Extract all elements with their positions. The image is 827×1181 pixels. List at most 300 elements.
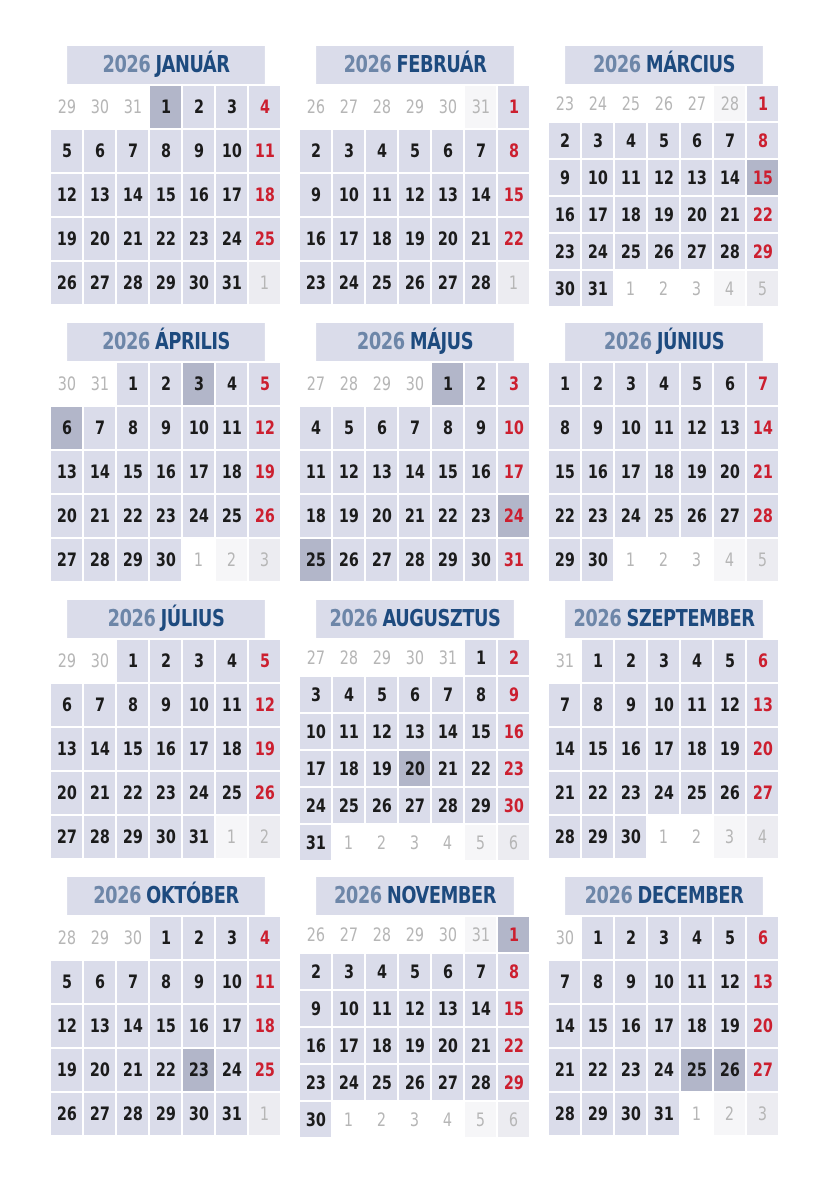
day-cell: 7	[84, 407, 115, 449]
day-cell: 20	[366, 495, 397, 537]
day-cell: 25	[249, 1049, 280, 1091]
day-cell: 6	[399, 677, 430, 712]
other-month-day: 2	[681, 816, 712, 858]
day-cell: 24	[615, 495, 646, 537]
day-cell: 26	[399, 1065, 430, 1100]
day-cell: 18	[681, 1005, 712, 1047]
day-cell: 12	[366, 714, 397, 749]
day-cell: 17	[648, 1005, 679, 1047]
day-cell: 14	[399, 451, 430, 493]
other-month-day: 28	[714, 86, 745, 121]
day-cell: 1	[549, 363, 580, 405]
day-cell: 23	[183, 218, 214, 260]
day-cell: 5	[249, 640, 280, 682]
day-cell: 12	[681, 407, 712, 449]
day-cell: 12	[648, 160, 679, 195]
day-cell: 10	[216, 961, 247, 1003]
other-month-day: 31	[549, 640, 580, 682]
day-cell: 15	[498, 991, 529, 1026]
other-month-day: 5	[465, 1102, 496, 1137]
day-cell: 22	[117, 495, 148, 537]
day-cell: 25	[366, 1065, 397, 1100]
day-cell: 17	[582, 197, 613, 232]
day-cell: 16	[582, 451, 613, 493]
day-cell: 10	[183, 407, 214, 449]
day-cell: 13	[51, 451, 82, 493]
day-cell: 13	[51, 728, 82, 770]
month-12	[549, 877, 779, 1135]
day-cell: 8	[582, 684, 613, 726]
day-cell: 28	[432, 788, 463, 823]
month-name: AUGUSZTUS	[382, 606, 501, 632]
day-cell: 18	[216, 728, 247, 770]
month-year: 2026	[102, 329, 150, 355]
day-cell: 30	[465, 539, 496, 581]
month-8	[300, 600, 530, 860]
day-cell: 15	[582, 1005, 613, 1047]
day-cell: 6	[714, 363, 745, 405]
day-cell: 19	[648, 197, 679, 232]
day-cell: 5	[51, 961, 82, 1003]
day-cell: 31	[183, 816, 214, 858]
day-grid	[549, 86, 779, 306]
day-cell: 17	[216, 1005, 247, 1047]
day-cell: 9	[150, 684, 181, 726]
month-name: NOVEMBER	[386, 883, 497, 909]
day-cell: 23	[150, 772, 181, 814]
month-year: 2026	[356, 329, 405, 355]
day-cell: 12	[714, 961, 745, 1003]
day-cell: 31	[582, 271, 613, 306]
other-month-day: 28	[333, 640, 364, 675]
day-cell: 11	[648, 407, 679, 449]
other-month-day: 5	[465, 825, 496, 860]
day-cell: 13	[84, 1005, 115, 1047]
day-cell: 9	[300, 991, 331, 1026]
other-month-day: 29	[366, 640, 397, 675]
day-cell: 29	[432, 539, 463, 581]
other-month-day: 3	[399, 825, 430, 860]
day-cell: 12	[399, 174, 430, 216]
other-month-day: 1	[648, 816, 679, 858]
day-cell: 30	[183, 1093, 214, 1135]
day-cell: 5	[333, 407, 364, 449]
day-cell: 14	[84, 728, 115, 770]
day-cell: 25	[615, 234, 646, 269]
day-cell: 25	[366, 262, 397, 304]
day-cell: 22	[150, 218, 181, 260]
day-cell: 3	[300, 677, 331, 712]
day-cell: 17	[333, 1028, 364, 1063]
other-month-day: 2	[714, 1093, 745, 1135]
day-cell: 13	[399, 714, 430, 749]
day-cell: 2	[465, 363, 496, 405]
other-month-day: 27	[333, 917, 364, 952]
day-cell: 28	[549, 816, 580, 858]
day-cell: 10	[183, 684, 214, 726]
day-cell: 21	[117, 218, 148, 260]
month-year: 2026	[107, 606, 156, 632]
day-cell: 4	[366, 130, 397, 172]
day-cell: 28	[117, 1093, 148, 1135]
other-month-day: 4	[747, 816, 778, 858]
day-cell: 15	[498, 174, 529, 216]
day-cell: 29	[498, 1065, 529, 1100]
day-cell: 28	[84, 816, 115, 858]
day-cell: 8	[432, 407, 463, 449]
day-cell: 5	[51, 130, 82, 172]
day-cell: 12	[333, 451, 364, 493]
day-cell: 16	[150, 728, 181, 770]
day-cell: 5	[249, 363, 280, 405]
day-cell: 23	[615, 772, 646, 814]
day-cell: 22	[432, 495, 463, 537]
day-cell: 9	[300, 174, 331, 216]
other-month-day: 1	[333, 825, 364, 860]
day-cell: 4	[333, 677, 364, 712]
day-cell: 7	[399, 407, 430, 449]
day-cell: 23	[183, 1049, 214, 1091]
day-cell: 25	[648, 495, 679, 537]
other-month-day: 28	[51, 917, 82, 959]
other-month-day: 31	[117, 86, 148, 128]
month-year: 2026	[573, 606, 622, 632]
day-grid	[300, 363, 530, 581]
day-cell: 26	[648, 234, 679, 269]
day-grid	[51, 86, 281, 304]
day-cell: 24	[183, 495, 214, 537]
other-month-day: 5	[747, 271, 778, 306]
day-cell: 30	[498, 788, 529, 823]
other-month-day: 2	[648, 539, 679, 581]
month-name: SZEPTEMBER	[626, 606, 755, 632]
day-cell: 7	[549, 684, 580, 726]
day-cell: 18	[333, 751, 364, 786]
day-cell: 6	[51, 407, 82, 449]
day-cell: 11	[366, 991, 397, 1026]
day-cell: 30	[150, 539, 181, 581]
other-month-day: 26	[648, 86, 679, 121]
day-cell: 18	[300, 495, 331, 537]
day-cell: 21	[549, 772, 580, 814]
other-month-day: 2	[366, 1102, 397, 1137]
day-cell: 28	[465, 262, 496, 304]
day-cell: 17	[216, 174, 247, 216]
day-cell: 11	[249, 130, 280, 172]
other-month-day: 28	[366, 86, 397, 128]
month-year: 2026	[584, 883, 633, 909]
day-cell: 17	[333, 218, 364, 260]
day-cell: 1	[465, 640, 496, 675]
day-cell: 3	[216, 917, 247, 959]
day-cell: 3	[582, 123, 613, 158]
day-cell: 26	[51, 262, 82, 304]
day-cell: 21	[549, 1049, 580, 1091]
day-grid	[51, 363, 281, 581]
day-cell: 20	[714, 451, 745, 493]
other-month-day: 30	[549, 917, 580, 959]
day-cell: 24	[300, 788, 331, 823]
day-cell: 19	[714, 728, 745, 770]
day-cell: 20	[84, 218, 115, 260]
other-month-day: 26	[300, 86, 331, 128]
day-cell: 28	[399, 539, 430, 581]
day-cell: 12	[51, 174, 82, 216]
day-cell: 20	[399, 751, 430, 786]
day-cell: 7	[432, 677, 463, 712]
day-cell: 13	[84, 174, 115, 216]
other-month-day: 3	[714, 816, 745, 858]
day-cell: 16	[300, 1028, 331, 1063]
day-cell: 3	[183, 363, 214, 405]
day-cell: 5	[399, 954, 430, 989]
other-month-day: 3	[681, 539, 712, 581]
day-cell: 4	[366, 954, 397, 989]
day-cell: 2	[300, 130, 331, 172]
day-cell: 16	[498, 714, 529, 749]
day-cell: 28	[549, 1093, 580, 1135]
day-cell: 6	[747, 917, 778, 959]
day-cell: 21	[84, 772, 115, 814]
other-month-day: 3	[399, 1102, 430, 1137]
day-cell: 28	[747, 495, 778, 537]
day-cell: 5	[366, 677, 397, 712]
day-cell: 12	[714, 684, 745, 726]
day-cell: 8	[498, 954, 529, 989]
day-cell: 6	[51, 684, 82, 726]
day-cell: 27	[432, 262, 463, 304]
day-cell: 15	[117, 728, 148, 770]
day-cell: 8	[117, 407, 148, 449]
other-month-day: 1	[681, 1093, 712, 1135]
day-cell: 8	[582, 961, 613, 1003]
other-month-day: 30	[84, 640, 115, 682]
day-cell: 24	[216, 1049, 247, 1091]
day-cell: 24	[333, 1065, 364, 1100]
day-cell: 11	[249, 961, 280, 1003]
day-cell: 18	[681, 728, 712, 770]
day-cell: 7	[465, 130, 496, 172]
day-cell: 18	[216, 451, 247, 493]
other-month-day: 30	[399, 640, 430, 675]
other-month-day: 1	[216, 816, 247, 858]
day-cell: 17	[648, 728, 679, 770]
day-cell: 15	[465, 714, 496, 749]
day-cell: 2	[150, 363, 181, 405]
day-cell: 25	[216, 772, 247, 814]
day-cell: 1	[498, 917, 529, 952]
day-cell: 11	[216, 407, 247, 449]
day-grid	[300, 917, 530, 1137]
day-cell: 7	[117, 961, 148, 1003]
day-grid	[300, 86, 530, 304]
day-cell: 3	[333, 130, 364, 172]
other-month-day: 31	[465, 86, 496, 128]
day-cell: 29	[117, 816, 148, 858]
day-cell: 21	[465, 1028, 496, 1063]
other-month-day: 31	[432, 640, 463, 675]
day-cell: 3	[498, 363, 529, 405]
day-cell: 27	[84, 1093, 115, 1135]
day-cell: 23	[300, 1065, 331, 1100]
month-3	[549, 46, 779, 306]
day-cell: 28	[465, 1065, 496, 1100]
month-9	[549, 600, 779, 858]
day-cell: 13	[681, 160, 712, 195]
day-cell: 14	[549, 1005, 580, 1047]
day-cell: 16	[183, 1005, 214, 1047]
day-cell: 19	[51, 218, 82, 260]
month-4	[51, 323, 281, 581]
day-cell: 15	[582, 728, 613, 770]
day-cell: 10	[333, 174, 364, 216]
day-cell: 19	[714, 1005, 745, 1047]
day-cell: 7	[465, 954, 496, 989]
day-cell: 31	[216, 1093, 247, 1135]
month-header	[67, 323, 265, 361]
day-cell: 16	[615, 1005, 646, 1047]
day-cell: 10	[216, 130, 247, 172]
day-cell: 24	[333, 262, 364, 304]
other-month-day: 29	[399, 917, 430, 952]
other-month-day: 30	[432, 917, 463, 952]
day-cell: 17	[498, 451, 529, 493]
day-cell: 26	[249, 772, 280, 814]
day-cell: 20	[51, 772, 82, 814]
day-cell: 21	[465, 218, 496, 260]
day-cell: 22	[582, 1049, 613, 1091]
other-month-day: 29	[366, 363, 397, 405]
day-cell: 15	[747, 160, 778, 195]
day-cell: 6	[747, 640, 778, 682]
day-cell: 19	[366, 751, 397, 786]
month-year: 2026	[343, 52, 392, 78]
day-cell: 13	[366, 451, 397, 493]
other-month-day: 2	[216, 539, 247, 581]
day-cell: 3	[333, 954, 364, 989]
day-cell: 2	[300, 954, 331, 989]
other-month-day: 27	[681, 86, 712, 121]
day-cell: 10	[648, 684, 679, 726]
day-cell: 16	[615, 728, 646, 770]
day-cell: 15	[432, 451, 463, 493]
day-cell: 27	[714, 495, 745, 537]
day-cell: 29	[747, 234, 778, 269]
day-cell: 27	[399, 788, 430, 823]
day-cell: 14	[747, 407, 778, 449]
other-month-day: 27	[333, 86, 364, 128]
day-cell: 23	[300, 262, 331, 304]
day-cell: 9	[615, 684, 646, 726]
day-cell: 27	[84, 262, 115, 304]
day-cell: 1	[498, 86, 529, 128]
other-month-day: 30	[51, 363, 82, 405]
day-cell: 30	[300, 1102, 331, 1137]
day-cell: 27	[366, 539, 397, 581]
other-month-day: 6	[498, 1102, 529, 1137]
day-cell: 10	[333, 991, 364, 1026]
day-cell: 1	[747, 86, 778, 121]
day-cell: 7	[84, 684, 115, 726]
month-name: ÁPRILIS	[155, 329, 230, 355]
day-cell: 27	[51, 816, 82, 858]
other-month-day: 1	[249, 262, 280, 304]
month-header	[67, 46, 265, 84]
day-cell: 30	[150, 816, 181, 858]
day-cell: 13	[747, 684, 778, 726]
other-month-day: 31	[465, 917, 496, 952]
month-header	[67, 600, 265, 638]
month-5	[300, 323, 530, 581]
day-cell: 5	[714, 640, 745, 682]
day-cell: 15	[117, 451, 148, 493]
day-cell: 24	[183, 772, 214, 814]
day-cell: 27	[747, 1049, 778, 1091]
day-cell: 9	[549, 160, 580, 195]
day-cell: 1	[582, 917, 613, 959]
day-cell: 31	[216, 262, 247, 304]
day-cell: 27	[51, 539, 82, 581]
day-cell: 2	[150, 640, 181, 682]
day-cell: 23	[150, 495, 181, 537]
day-cell: 17	[183, 451, 214, 493]
day-cell: 20	[747, 1005, 778, 1047]
other-month-day: 4	[714, 271, 745, 306]
day-cell: 31	[648, 1093, 679, 1135]
day-cell: 27	[681, 234, 712, 269]
day-cell: 15	[150, 174, 181, 216]
day-cell: 9	[615, 961, 646, 1003]
day-cell: 1	[117, 363, 148, 405]
other-month-day: 28	[366, 917, 397, 952]
day-cell: 30	[549, 271, 580, 306]
day-grid	[549, 640, 779, 858]
day-cell: 21	[747, 451, 778, 493]
month-7	[51, 600, 281, 858]
day-cell: 17	[615, 451, 646, 493]
day-cell: 9	[465, 407, 496, 449]
month-6	[549, 323, 779, 581]
day-cell: 9	[150, 407, 181, 449]
day-cell: 1	[117, 640, 148, 682]
day-cell: 8	[549, 407, 580, 449]
other-month-day: 29	[399, 86, 430, 128]
day-cell: 21	[117, 1049, 148, 1091]
day-cell: 4	[249, 86, 280, 128]
day-cell: 4	[300, 407, 331, 449]
day-cell: 26	[366, 788, 397, 823]
month-year: 2026	[329, 606, 378, 632]
day-cell: 27	[747, 772, 778, 814]
day-cell: 20	[432, 218, 463, 260]
day-cell: 2	[183, 917, 214, 959]
day-cell: 24	[498, 495, 529, 537]
other-month-day: 31	[84, 363, 115, 405]
month-11	[300, 877, 530, 1137]
day-cell: 2	[615, 640, 646, 682]
day-cell: 6	[432, 130, 463, 172]
day-cell: 13	[714, 407, 745, 449]
day-cell: 29	[549, 539, 580, 581]
day-cell: 25	[333, 788, 364, 823]
day-cell: 10	[300, 714, 331, 749]
day-cell: 16	[549, 197, 580, 232]
other-month-day: 5	[747, 539, 778, 581]
day-cell: 25	[681, 772, 712, 814]
other-month-day: 29	[84, 917, 115, 959]
day-cell: 10	[582, 160, 613, 195]
day-cell: 22	[117, 772, 148, 814]
